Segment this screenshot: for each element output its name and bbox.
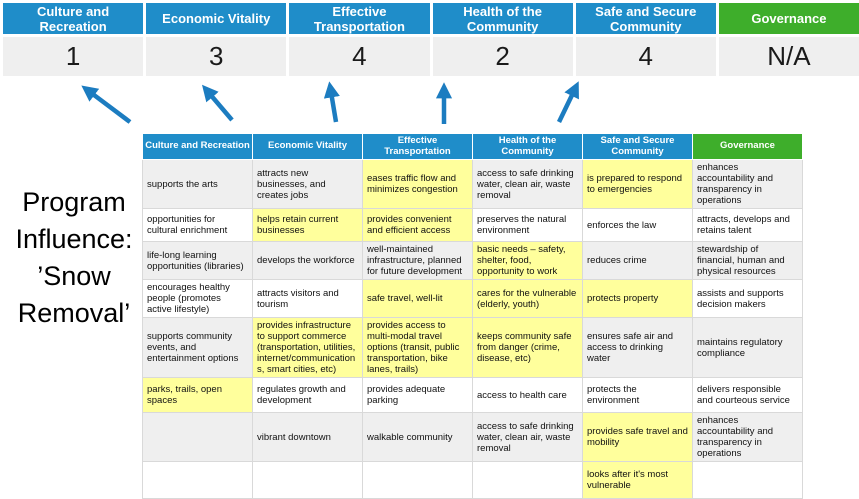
arrow-culture-recreation xyxy=(90,92,130,122)
score-value: 2 xyxy=(433,37,573,76)
matrix-cell-highlighted: provides convenient and efficient access xyxy=(363,209,473,242)
matrix-cell-highlighted: keeps community safe from danger (crime, disease, etc) xyxy=(473,318,583,378)
matrix-cell: ensures safe air and access to drinking water xyxy=(583,318,693,378)
matrix-column-header: Culture and Recreation xyxy=(143,134,253,160)
score-value: 4 xyxy=(576,37,716,76)
matrix-cell xyxy=(143,413,253,462)
matrix-cell: attracts new businesses, and creates jobs xyxy=(253,160,363,209)
matrix-column-header: Economic Vitality xyxy=(253,134,363,160)
matrix-cell: maintains regulatory compliance xyxy=(693,318,803,378)
table-row xyxy=(143,242,803,280)
matrix-cell: vibrant downtown xyxy=(253,413,363,462)
matrix-cell-highlighted: looks after it's most vulnerable xyxy=(583,462,693,499)
matrix-cell: enforces the law xyxy=(583,209,693,242)
matrix-cell xyxy=(473,462,583,499)
matrix-cell: attracts, develops and retains talent xyxy=(693,209,803,242)
matrix-cell-highlighted: provides infrastructure to support commerce (transportation, utilities, internet/communications, smart cities, etc) xyxy=(253,318,363,378)
matrix-cell-highlighted: provides safe travel and mobility xyxy=(583,413,693,462)
score-column-header: Culture and Recreation xyxy=(3,3,143,34)
score-column-header: Governance xyxy=(719,3,859,34)
matrix-header-row xyxy=(143,134,803,160)
matrix-cell: life-long learning opportunities (libraries) xyxy=(143,242,253,280)
matrix-column-header: Governance xyxy=(693,134,803,160)
matrix-cell-highlighted: cares for the vulnerable (elderly, youth) xyxy=(473,280,583,318)
matrix-column-header: Effective Transportation xyxy=(363,134,473,160)
matrix-cell-highlighted: basic needs – safety, shelter, food, opportunity to work xyxy=(473,242,583,280)
matrix-header-row xyxy=(143,134,803,160)
table-row xyxy=(143,280,803,318)
arrow-safe-secure xyxy=(559,91,574,122)
matrix-cell: well-maintained infrastructure, planned for future development xyxy=(363,242,473,280)
matrix-cell: opportunities for cultural enrichment xyxy=(143,209,253,242)
table-row xyxy=(143,160,803,209)
scoreboard xyxy=(3,3,859,76)
matrix-cell: regulates growth and development xyxy=(253,378,363,413)
matrix-cell: attracts visitors and tourism xyxy=(253,280,363,318)
score-column-header: Effective Transportation xyxy=(289,3,429,34)
table-row xyxy=(143,378,803,413)
table-row xyxy=(143,318,803,378)
score-value: 4 xyxy=(289,37,429,76)
matrix-cell: provides adequate parking xyxy=(363,378,473,413)
matrix-cell-highlighted: protects property xyxy=(583,280,693,318)
matrix-cell: assists and supports decision makers xyxy=(693,280,803,318)
matrix-cell-highlighted: provides access to multi-modal travel options (transit, public transportation, bike lanes, trails) xyxy=(363,318,473,378)
matrix-body xyxy=(143,160,803,499)
matrix-cell-highlighted: parks, trails, open spaces xyxy=(143,378,253,413)
score-value: N/A xyxy=(719,37,859,76)
matrix-cell xyxy=(363,462,473,499)
matrix-cell: stewardship of financial, human and physical resources xyxy=(693,242,803,280)
matrix-cell xyxy=(253,462,363,499)
influence-arrows xyxy=(0,78,859,133)
score-column-header: Health of the Community xyxy=(433,3,573,34)
score-value: 3 xyxy=(146,37,286,76)
matrix-cell: access to health care xyxy=(473,378,583,413)
matrix-cell-highlighted: helps retain current businesses xyxy=(253,209,363,242)
matrix-cell xyxy=(143,462,253,499)
matrix-cell: delivers responsible and courteous service xyxy=(693,378,803,413)
matrix-cell-highlighted: eases traffic flow and minimizes congestion xyxy=(363,160,473,209)
matrix-column-header: Safe and Secure Community xyxy=(583,134,693,160)
score-value: 1 xyxy=(3,37,143,76)
matrix-cell: develops the workforce xyxy=(253,242,363,280)
matrix-cell: walkable community xyxy=(363,413,473,462)
matrix-cell-highlighted: is prepared to respond to emergencies xyxy=(583,160,693,209)
influence-matrix xyxy=(142,133,803,499)
matrix-cell: encourages healthy people (promotes active lifestyle) xyxy=(143,280,253,318)
matrix-cell: reduces crime xyxy=(583,242,693,280)
table-row xyxy=(143,209,803,242)
matrix-cell: enhances accountability and transparency in operations xyxy=(693,413,803,462)
table-row xyxy=(143,413,803,462)
matrix-cell: access to safe drinking water, clean air, waste removal xyxy=(473,413,583,462)
matrix-cell xyxy=(693,462,803,499)
page-title: Program Influence: ’Snow Removal’ xyxy=(15,187,133,328)
matrix-cell: access to safe drinking water, clean air, waste removal xyxy=(473,160,583,209)
matrix-cell: supports community events, and entertainment options xyxy=(143,318,253,378)
matrix-cell: enhances accountability and transparency in operations xyxy=(693,160,803,209)
score-column-header: Safe and Secure Community xyxy=(576,3,716,34)
matrix-cell-highlighted: safe travel, well-lit xyxy=(363,280,473,318)
arrow-economic-vitality xyxy=(209,93,232,120)
matrix-cell: protects the environment xyxy=(583,378,693,413)
table-row xyxy=(143,462,803,499)
matrix-cell: supports the arts xyxy=(143,160,253,209)
matrix-column-header: Health of the Community xyxy=(473,134,583,160)
score-column-header: Economic Vitality xyxy=(146,3,286,34)
arrow-effective-transportation xyxy=(331,92,336,122)
matrix-cell: preserves the natural environment xyxy=(473,209,583,242)
